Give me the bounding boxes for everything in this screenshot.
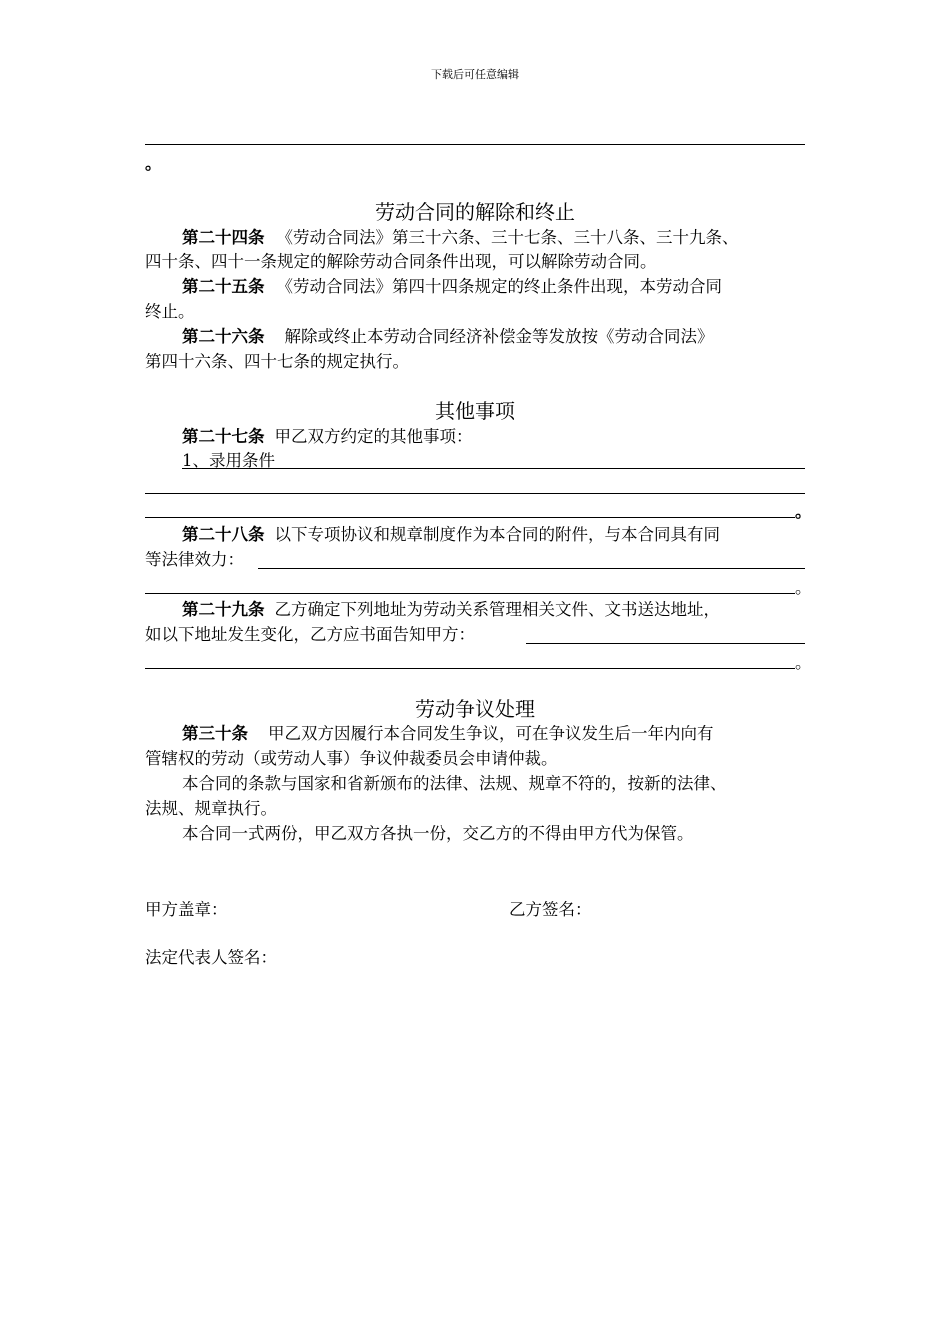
section-heading-dispute: 劳动争议处理 xyxy=(415,697,535,721)
paragraph-laws-line2: 法规、规章执行。 xyxy=(145,799,277,818)
article-25-line1 xyxy=(182,275,722,299)
blank-line xyxy=(145,144,805,145)
legal-rep-sign-label: 法定代表人签名： xyxy=(145,948,277,967)
article-29-line2: 如以下地址发生变化，乙方应书面告知甲方： xyxy=(145,625,475,644)
article-24-label: 第二十四条 xyxy=(182,228,265,247)
blank-line xyxy=(526,643,805,644)
article-29-line1 xyxy=(182,598,720,622)
paragraph-copies: 本合同一式两份，甲乙双方各执一份，交乙方的不得由甲方代为保管。 xyxy=(182,824,694,843)
article-25-text-1: 《劳动合同法》第四十四条规定的终止条件出现，本劳动合同 xyxy=(276,277,722,296)
article-27-text-1: 甲乙双方约定的其他事项： xyxy=(274,427,473,446)
article-25-label: 第二十五条 xyxy=(182,277,265,296)
blank-line xyxy=(145,517,795,518)
period-mark: 。 xyxy=(795,653,812,672)
article-25-line2: 终止。 xyxy=(145,302,195,321)
article-24-text-1: 《劳动合同法》第三十六条、三十七条、三十八条、三十九条、 xyxy=(276,228,739,247)
article-29-text-1: 乙方确定下列地址为劳动关系管理相关文件、文书送达地址， xyxy=(274,600,720,619)
article-27-line1 xyxy=(182,425,473,449)
article-28-text-1: 以下专项协议和规章制度作为本合同的附件，与本合同具有同 xyxy=(274,525,720,544)
page-header-note: 下载后可任意编辑 xyxy=(431,68,519,81)
article-26-line1 xyxy=(182,325,714,349)
article-28-line2: 等法律效力： xyxy=(145,550,244,569)
section-heading-other-matters: 其他事项 xyxy=(435,399,515,423)
blank-line xyxy=(182,468,805,469)
party-b-sign-label: 乙方签名： xyxy=(509,900,592,919)
section-heading-termination: 劳动合同的解除和终止 xyxy=(375,200,575,224)
article-28-label: 第二十八条 xyxy=(182,525,265,544)
period-mark: 。 xyxy=(795,502,812,521)
article-26-text-1: 解除或终止本劳动合同经济补偿金等发放按《劳动合同法》 xyxy=(284,327,714,346)
article-28-line1 xyxy=(182,523,720,547)
blank-line xyxy=(258,568,805,569)
party-a-seal-label: 甲方盖章： xyxy=(145,900,228,919)
article-30-label: 第三十条 xyxy=(182,724,248,743)
article-24-line2: 四十条、四十一条规定的解除劳动合同条件出现，可以解除劳动合同。 xyxy=(145,252,657,271)
article-24-line1 xyxy=(182,226,739,250)
article-30-line1 xyxy=(182,722,714,746)
blank-line xyxy=(145,493,805,494)
blank-line xyxy=(145,668,795,669)
blank-line xyxy=(145,593,795,594)
period-mark: 。 xyxy=(145,154,162,173)
paragraph-laws-line1: 本合同的条款与国家和省新颁布的法律、法规、规章不符的，按新的法律、 xyxy=(182,774,727,793)
article-26-line2: 第四十六条、四十七条的规定执行。 xyxy=(145,352,409,371)
article-27-item-1: 1、录用条件 xyxy=(182,451,275,470)
period-mark: 。 xyxy=(795,578,812,597)
article-30-line2: 管辖权的劳动（或劳动人事）争议仲裁委员会申请仲裁。 xyxy=(145,749,558,768)
article-26-label: 第二十六条 xyxy=(182,327,265,346)
article-30-text-1: 甲乙双方因履行本合同发生争议，可在争议发生后一年内向有 xyxy=(268,724,714,743)
article-27-label: 第二十七条 xyxy=(182,427,265,446)
article-29-label: 第二十九条 xyxy=(182,600,265,619)
